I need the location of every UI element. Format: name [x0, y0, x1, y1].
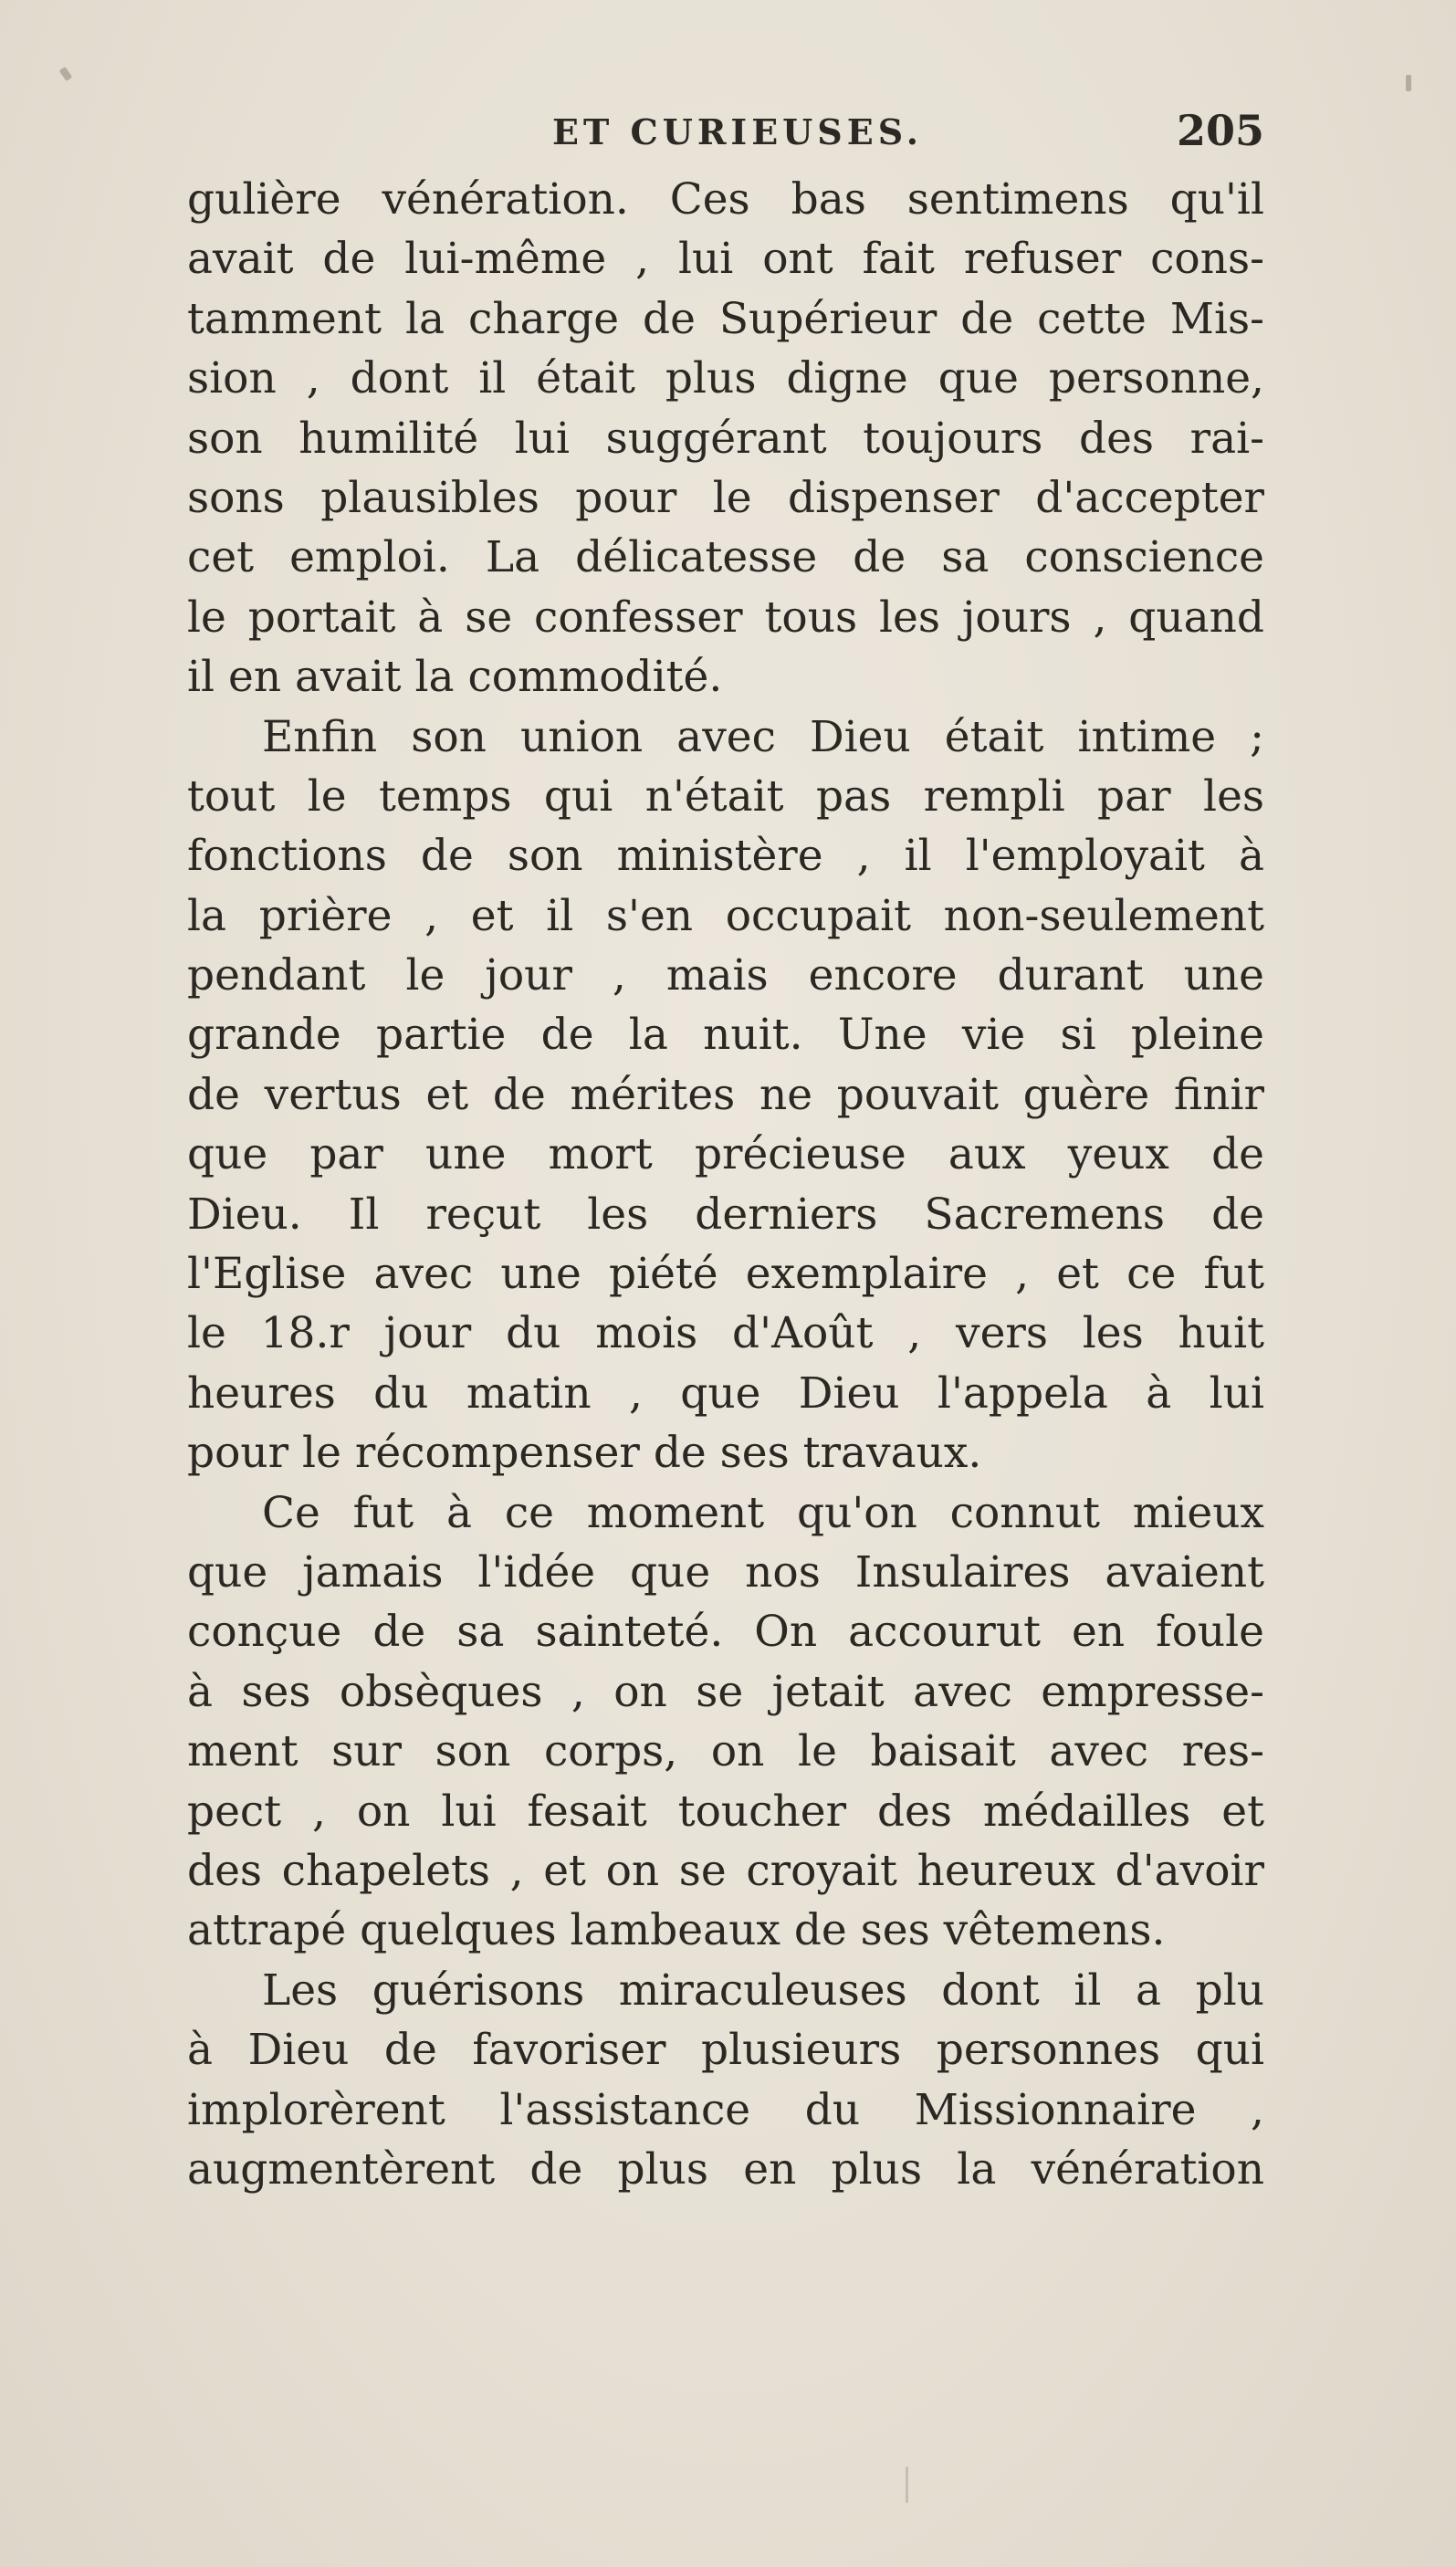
text-line: l'Eglise avec une piété exemplaire , et ce fut	[187, 1249, 1264, 1300]
text-line: Enfin son union avec Dieu était intime ;	[262, 711, 1264, 762]
text-line: la prière , et il s'en occupait non-seulement	[187, 890, 1264, 941]
text-line: augmentèrent de plus en plus la vénération	[187, 2143, 1264, 2195]
text-line: sons plausibles pour le dispenser d'accepter	[187, 472, 1264, 523]
text-line: grande partie de la nuit. Une vie si pleine	[187, 1010, 1264, 1061]
text-line: attrapé quelques lambeaux de ses vêtemens.	[187, 1905, 1166, 1956]
text-line: le portait à se confesser tous les jours , quand	[187, 592, 1264, 643]
text-line: que jamais l'idée que nos Insulaires avaient	[187, 1546, 1264, 1598]
text-line: pect , on lui fesait toucher des médailles et	[187, 1786, 1264, 1837]
text-line: à ses obsèques , on se jetait avec empresse-	[187, 1666, 1264, 1717]
text-line: que par une mort précieuse aux yeux de	[187, 1129, 1264, 1180]
text-line: le 18.r jour du mois d'Août , vers les huit	[187, 1308, 1264, 1359]
text-line: sion , dont il était plus digne que personne,	[187, 353, 1264, 404]
page-number: 205	[1176, 106, 1264, 155]
page-header	[187, 106, 1264, 175]
body-text	[187, 170, 1264, 2199]
page-speck	[1406, 75, 1411, 91]
text-line: gulière vénération. Ces bas sentimens qu'il	[187, 174, 1264, 225]
text-line: tout le temps qui n'était pas rempli par les	[187, 770, 1264, 822]
text-line: pendant le jour , mais encore durant une	[187, 950, 1264, 1001]
text-line: ment sur son corps, on le baisait avec res-	[187, 1726, 1264, 1777]
text-line: son humilité lui suggérant toujours des rai-	[187, 413, 1264, 464]
text-line: pour le récompenser de ses travaux.	[187, 1428, 982, 1479]
page-speck	[906, 2467, 908, 2503]
text-line: conçue de sa sainteté. On accourut en foule	[187, 1607, 1264, 1658]
text-line: Les guérisons miraculeuses dont il a plu	[262, 1965, 1264, 2016]
text-line: des chapelets , et on se croyait heureux d'avoir	[187, 1845, 1264, 1896]
text-line: de vertus et de mérites ne pouvait guère finir	[187, 1069, 1264, 1120]
text-line: à Dieu de favoriser plusieurs personnes qui	[187, 2025, 1264, 2076]
text-line: avait de lui-même , lui ont fait refuser cons-	[187, 234, 1264, 285]
text-line: cet emploi. La délicatesse de sa conscience	[187, 532, 1264, 583]
text-line: Dieu. Il reçut les derniers Sacremens de	[187, 1189, 1264, 1240]
text-line: tamment la charge de Supérieur de cette Mis-	[187, 293, 1264, 344]
page-speck	[59, 67, 73, 81]
text-line: implorèrent l'assistance du Missionnaire ,	[187, 2084, 1264, 2135]
text-line: fonctions de son ministère , il l'employait à	[187, 831, 1264, 882]
text-line: Ce fut à ce moment qu'on connut mieux	[262, 1487, 1264, 1538]
text-line: heures du matin , que Dieu l'appela à lui	[187, 1367, 1264, 1419]
text-line: il en avait la commodité.	[187, 652, 723, 703]
running-title: ET CURIEUSES.	[552, 111, 924, 152]
